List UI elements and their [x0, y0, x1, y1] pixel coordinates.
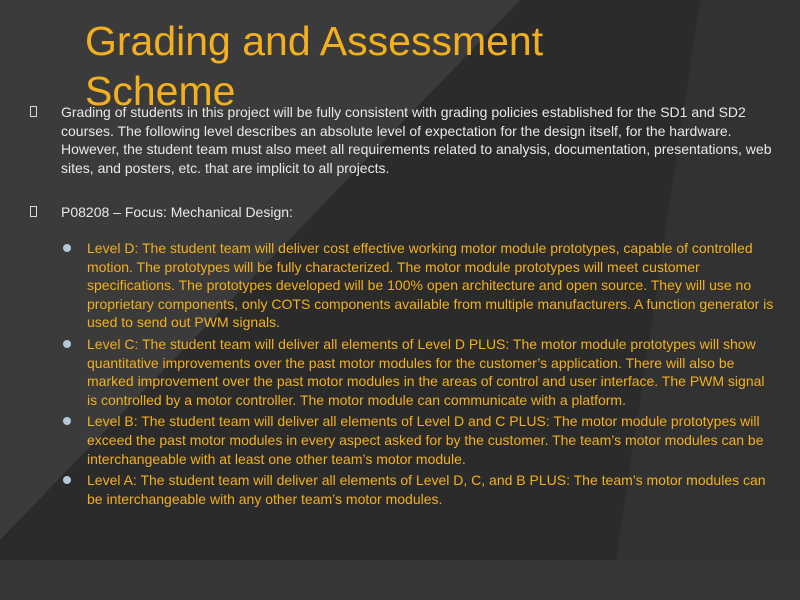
level-d-item: [30, 239, 775, 332]
square-bullet-icon: [30, 106, 37, 117]
focus-paragraph: [30, 203, 775, 222]
round-bullet-icon: [63, 476, 71, 484]
level-c-text: Level C: The student team will deliver all elements of Level D PLUS: The motor module prototypes will show quantitative improvements over the past motor modules for the customer’s application. There will also be marked improvement over the past motor modules in the areas of control and user interface. The PWM signal is controlled by a motor controller. The motor module can communicate with a platform.: [87, 335, 765, 408]
level-a-text: Level A: The student team will deliver all elements of Level D, C, and B PLUS: The team’s motor modules can be interchangeable with any other team’s motor modules.: [87, 472, 766, 507]
focus-paragraph-text: P08208 – Focus: Mechanical Design:: [61, 204, 293, 221]
intro-paragraph: [30, 103, 775, 177]
levels-list: [30, 239, 775, 508]
slide-body: [30, 103, 775, 511]
level-c-item: [30, 335, 775, 409]
round-bullet-icon: [63, 244, 71, 252]
level-b-item: [30, 412, 775, 468]
level-a-item: [30, 471, 775, 508]
bottom-band: [0, 560, 800, 600]
slide-title: Grading and Assessment Scheme: [85, 18, 544, 114]
level-b-text: Level B: The student team will deliver all elements of Level D and C PLUS: The motor module prototypes will exceed the past motor modules in every aspect asked for by the customer. The team’s motor modules can be interchangeable with at least one other team’s motor module.: [87, 413, 764, 467]
round-bullet-icon: [63, 417, 71, 425]
level-d-text: Level D: The student team will deliver cost effective working motor module prototypes, capable of controlled motion. The prototypes will be fully characterized. The motor module prototypes will meet customer specifications. The prototypes developed will be 100% open architecture and open source. They will use no proprietary components, only COTS components available from multiple manufacturers. A function generator is used to send out PWM signals.: [87, 239, 774, 331]
intro-paragraph-text: Grading of students in this project will be fully consistent with grading policies established for the SD1 and SD2 courses. The following level describes an absolute level of expectation for the design itself, for the hardware. However, the student team must also meet all requirements related to analysis, documentation, presentations, web sites, and posters, etc. that are implicit to all projects.: [61, 104, 772, 176]
round-bullet-icon: [63, 340, 71, 348]
square-bullet-icon: [30, 206, 37, 217]
